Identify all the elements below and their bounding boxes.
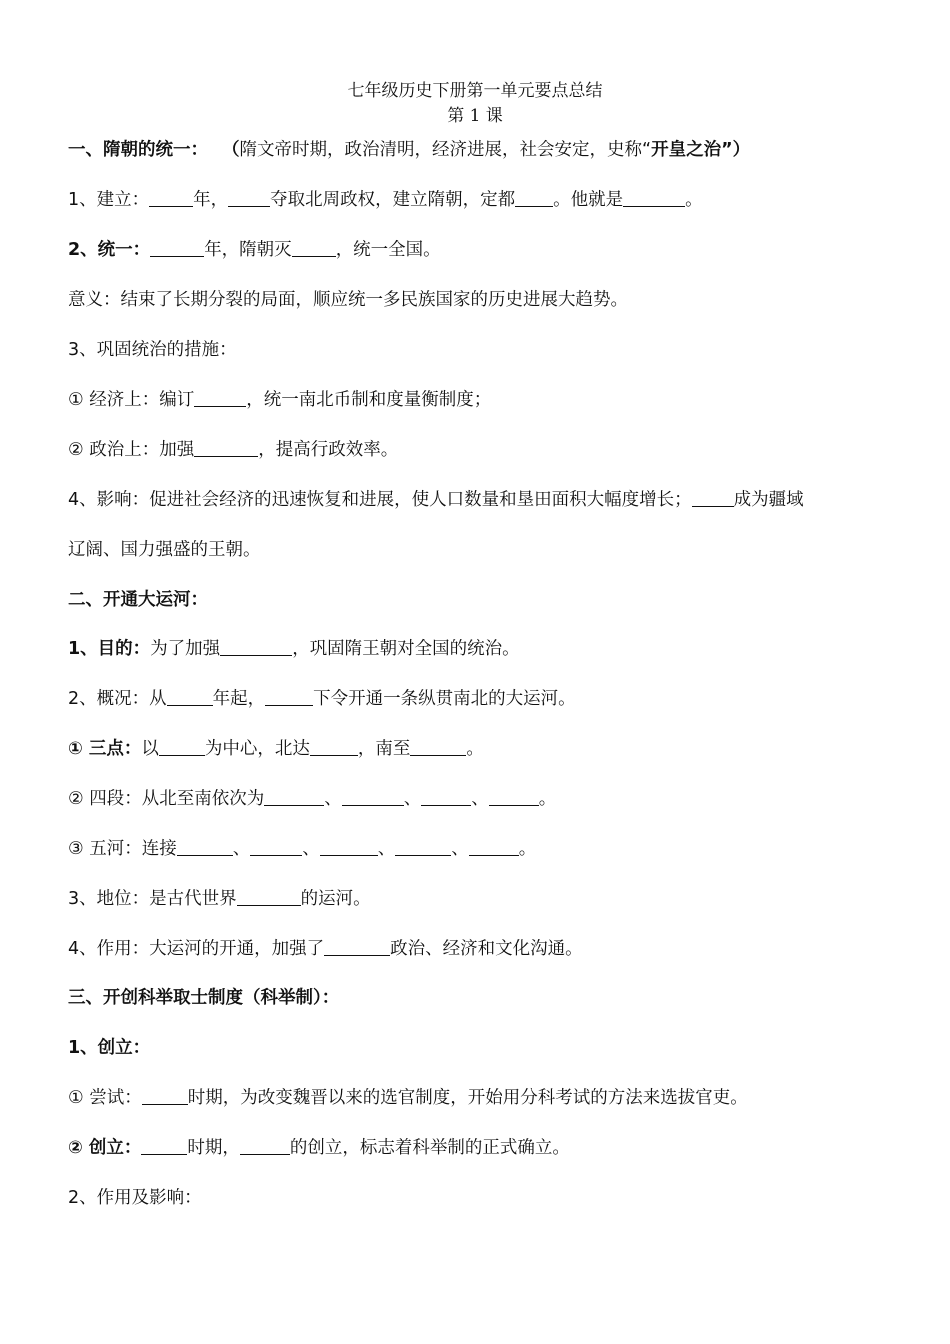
fill-blank[interactable] <box>264 789 324 806</box>
line-function: 4、作用：大运河的开通，加强了 政治、经济和文化沟通。 <box>68 939 583 959</box>
line-status: 3、地位：是古代世界 的运河。 <box>68 889 371 909</box>
fill-blank[interactable] <box>489 789 539 806</box>
doc-title: 七年级历史下册第一单元要点总结 <box>347 81 603 101</box>
fill-blank[interactable] <box>237 889 301 906</box>
fill-blank[interactable] <box>194 390 246 407</box>
line-unify: 2、统一： 年，隋朝灭 ，统一全国。 <box>68 240 441 260</box>
fill-blank[interactable] <box>410 739 466 756</box>
fill-blank[interactable] <box>342 789 404 806</box>
fill-blank[interactable] <box>149 190 193 207</box>
line-create: ② 创立： 时期， 的创立，标志着科举制的正式确立。 <box>68 1138 570 1158</box>
line-politics: ② 政治上：加强 ，提高行政效率。 <box>68 440 399 460</box>
fill-blank[interactable] <box>395 839 451 856</box>
fill-blank[interactable] <box>167 689 213 706</box>
section-1-heading-line: 一、隋朝的统一： （隋文帝时期，政治清明，经济进展，社会安定，史称“开皇之治”） <box>68 140 751 160</box>
section-3-heading: 三、开创科举取士制度（科举制）： <box>68 988 340 1008</box>
fill-blank[interactable] <box>469 839 519 856</box>
line-purpose: 1、目的：为了加强 ，巩固隋王朝对全国的统治。 <box>68 639 520 659</box>
line-five-rivers: ③ 五河：连接 、 、 、 、 。 <box>68 839 537 859</box>
fill-blank[interactable] <box>159 739 205 756</box>
fill-blank[interactable] <box>515 190 553 207</box>
fill-blank[interactable] <box>240 1138 290 1155</box>
fill-blank[interactable] <box>141 1138 187 1155</box>
line-four-sections: ② 四段：从北至南依次为 、 、 、 。 <box>68 789 557 809</box>
fill-blank[interactable] <box>142 1088 188 1105</box>
line-attempt: ① 尝试： 时期，为改变魏晋以来的选官制度，开始用分科考试的方法来选拔官吏。 <box>68 1088 748 1108</box>
line-overview: 2、概况：从 年起， 下令开通一条纵贯南北的大运河。 <box>68 689 576 709</box>
section-heading: 一、隋朝的统一： <box>68 140 208 160</box>
fill-blank[interactable] <box>692 490 734 507</box>
fill-blank[interactable] <box>194 440 258 457</box>
fill-blank[interactable] <box>320 839 378 856</box>
line-founding: 1、创立： <box>68 1038 151 1058</box>
fill-blank[interactable] <box>421 789 471 806</box>
section-2-heading: 二、开通大运河： <box>68 590 208 610</box>
line-impact-cont: 辽阔、国力强盛的王朝。 <box>68 540 261 560</box>
fill-blank[interactable] <box>220 639 292 656</box>
line-establish: 1、建立： 年， 夺取北周政权，建立隋朝，定都 。他就是 。 <box>68 190 703 210</box>
line-impact: 4、影响：促进社会经济的迅速恢复和进展，使人口数量和垦田面积大幅度增长； 成为疆域 <box>68 490 804 510</box>
line-three-points: ① 三点：以 为中心，北达 ，南至 。 <box>68 739 484 759</box>
line-effects: 2、作用及影响： <box>68 1188 202 1208</box>
fill-blank[interactable] <box>310 739 358 756</box>
fill-blank[interactable] <box>250 839 302 856</box>
fill-blank[interactable] <box>292 240 336 257</box>
line-significance: 意义：结束了长期分裂的局面，顺应统一多民族国家的历史进展大趋势。 <box>68 290 628 310</box>
line-economy: ① 经济上：编订 ，统一南北币制和度量衡制度； <box>68 390 492 410</box>
fill-blank[interactable] <box>228 190 270 207</box>
fill-blank[interactable] <box>623 190 685 207</box>
fill-blank[interactable] <box>177 839 233 856</box>
lesson-label: 第 1 课 <box>447 106 503 126</box>
fill-blank[interactable] <box>150 240 204 257</box>
line-measures: 3、巩固统治的措施： <box>68 340 237 360</box>
fill-blank[interactable] <box>324 939 390 956</box>
fill-blank[interactable] <box>265 689 313 706</box>
